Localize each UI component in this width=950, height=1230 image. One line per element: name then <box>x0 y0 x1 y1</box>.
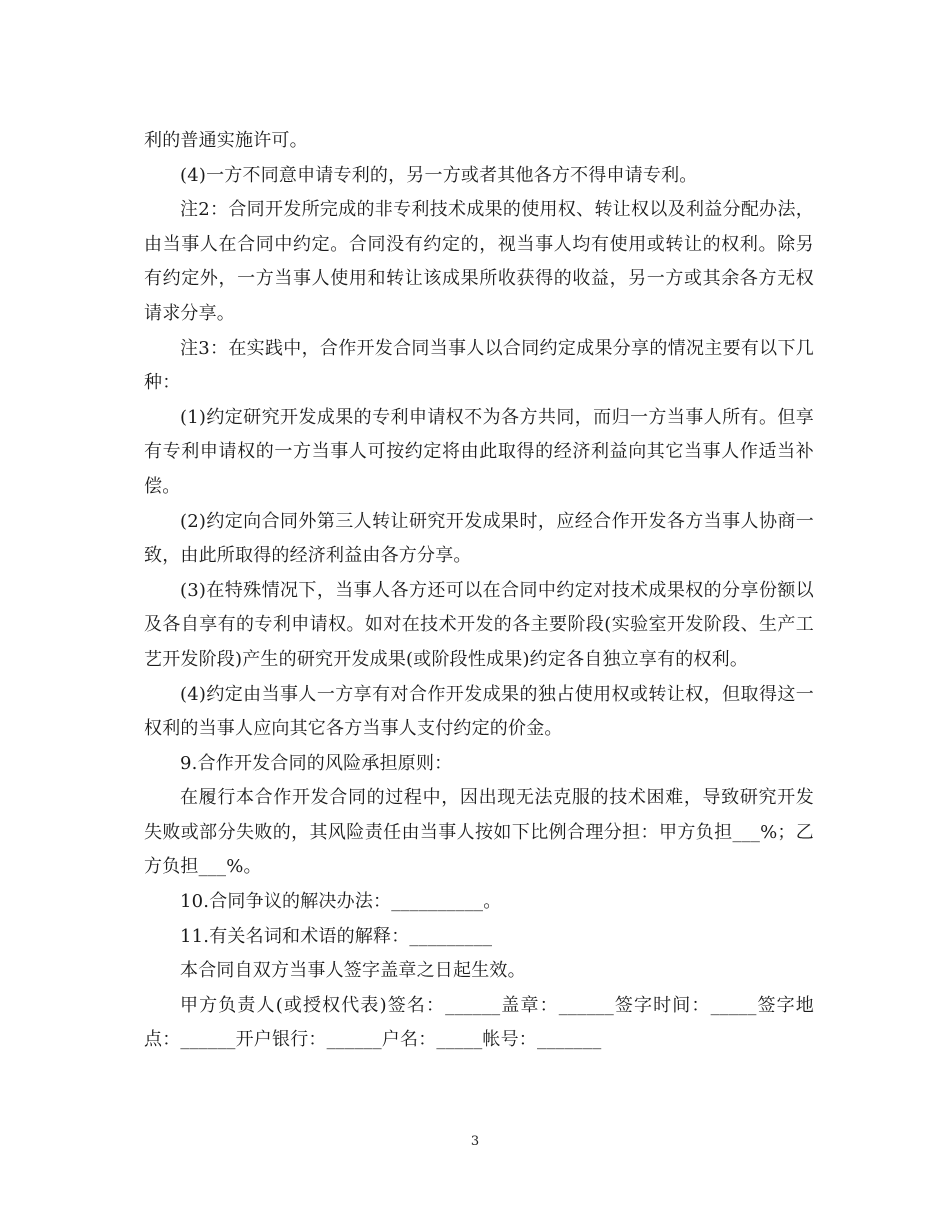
section-heading: 11.有关名词和术语的解释：_________ <box>180 925 493 947</box>
signature-block: 甲方负责人(或授权代表)签名：______盖章：______签字时间：_____签字地点：______开户银行：______户名：_____帐号：_______ <box>144 994 814 1051</box>
paragraph: (3)在特殊情况下，当事人各方还可以在合同中约定对技术成果权的分享份额以及各自享有的专利申请权。如对在技术开发的各主要阶段(实验室开发阶段、生产工艺开发阶段)产生的研究开发成果(或阶段性成果)约定各自独立享有的权利。 <box>144 579 814 670</box>
paragraph: 在履行本合作开发合同的过程中，因出现无法克服的技术困难，导致研究开发失败或部分失败的，其风险责任由当事人按如下比例合理分担：甲方负担___%；乙方负担___%。 <box>144 787 814 878</box>
paragraph: (1)约定研究开发成果的专利申请权不为各方共同，而归一方当事人所有。但享有专利申请权的一方当事人可按约定将由此取得的经济利益向其它当事人作适当补偿。 <box>144 406 814 497</box>
paragraph: 注3：在实践中，合作开发合同当事人以合同约定成果分享的情况主要有以下几种： <box>144 337 814 394</box>
paragraph: (4)约定由当事人一方享有对合作开发成果的独占使用权或转让权，但取得这一权利的当事人应向其它各方当事人支付约定的价金。 <box>144 683 814 740</box>
section-heading: 9.合作开发合同的风险承担原则： <box>180 752 453 774</box>
paragraph: (4)一方不同意申请专利的，另一方或者其他各方不得申请专利。 <box>180 164 698 186</box>
paragraph: 注2：合同开发所完成的非专利技术成果的使用权、转让权以及利益分配办法，由当事人在合同中约定。合同没有约定的，视当事人均有使用或转让的权利。除另有约定外，一方当事人使用和转让该成果所收获得的收益，另一方或其余各方无权请求分享。 <box>144 199 814 324</box>
paragraph: 本合同自双方当事人签字盖章之日起生效。 <box>180 960 526 982</box>
section-heading: 10.合同争议的解决办法：__________。 <box>180 891 502 913</box>
paragraph: 利的普通实施许可。 <box>144 130 308 151</box>
document-body <box>144 124 814 1058</box>
paragraph: (2)约定向合同外第三人转让研究开发成果时，应经合作开发各方当事人协商一致，由此所取得的经济利益由各方分享。 <box>144 510 814 567</box>
page-number: 3 <box>470 1134 480 1149</box>
